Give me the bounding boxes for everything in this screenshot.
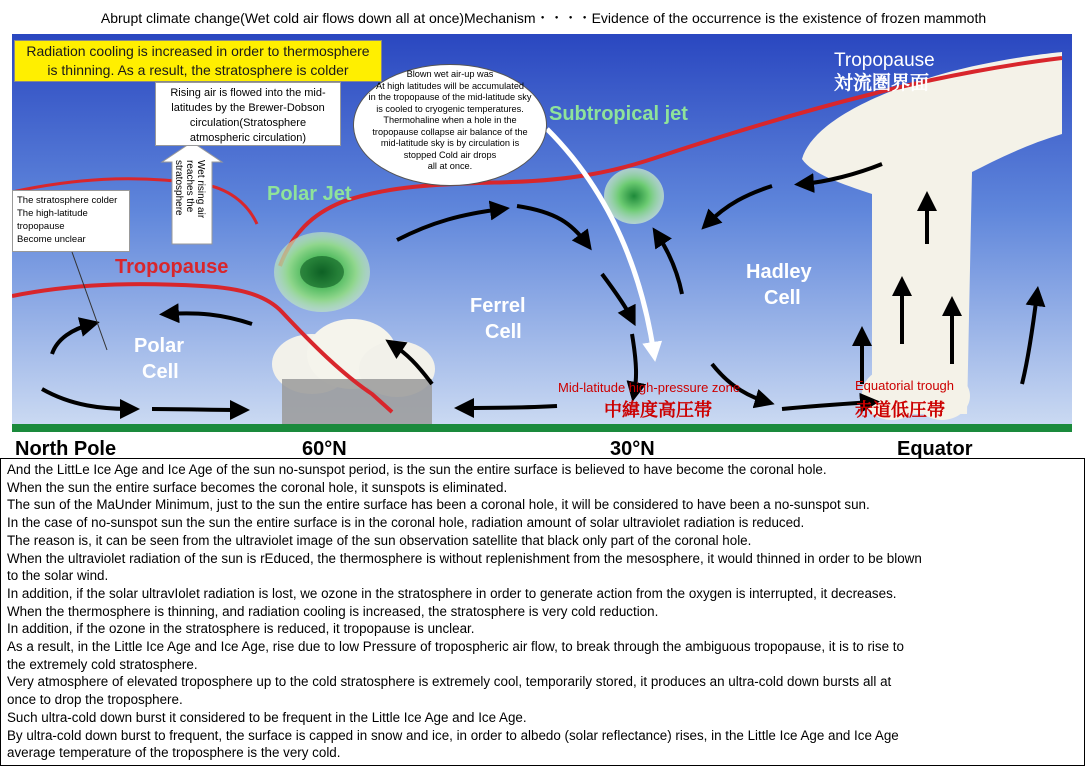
description-line-2: When the sun the entire surface becomes the coronal hole, it sunspots is eliminated. bbox=[7, 479, 508, 495]
strato-line-3: tropopause bbox=[17, 221, 65, 232]
polar-cell-label-2: Cell bbox=[142, 361, 179, 383]
oval-line-2: At high latitudes will be accumulated bbox=[375, 80, 525, 91]
description-panel bbox=[0, 458, 1085, 766]
strato-line-2: The high-latitude bbox=[17, 208, 88, 219]
midlat-high-label-jp: 中緯度高圧帯 bbox=[604, 400, 712, 420]
description-line-7: to the solar wind. bbox=[7, 568, 109, 584]
brewer-line-1: Rising air is flowed into the mid- bbox=[170, 87, 326, 99]
oval-line-5: Thermohaline when a hole in the bbox=[383, 115, 517, 125]
oval-line-7: mid-latitude sky is by circulation is bbox=[380, 138, 520, 148]
page-title: Abrupt climate change(Wet cold air flows down all at once)Mechanism・・・・Evidence of the occurrence is the existence of frozen mammoth bbox=[100, 10, 987, 26]
description-line-14: once to drop the troposphere. bbox=[7, 692, 183, 708]
wet-rising-air-label-1: Wet rising air bbox=[195, 160, 206, 219]
description-line-4: In the case of no-sunspot sun the sun the entire surface is in the coronal hole, radiation amount of solar ultraviolet radiation is reduced. bbox=[7, 515, 805, 531]
oval-line-6: tropopause collapse air balance of the bbox=[372, 126, 528, 137]
oval-line-3: in the tropopause of the mid-latitude sky bbox=[368, 92, 532, 102]
axis-label-60n: 60°N bbox=[302, 438, 347, 458]
cold-air-mechanism-callout bbox=[353, 64, 547, 186]
description-line-15: Such ultra-cold down burst it considered to be frequent in the Little Ice Age and Ice Age. bbox=[7, 709, 527, 725]
brewer-line-3: circulation(Stratosphere bbox=[189, 117, 307, 129]
ferrel-cell-label-1: Ferrel bbox=[470, 295, 526, 317]
description-line-11: As a result, in the Little Ice Age and Ice Age, rise due to low Pressure of tropospheric air flow, to break through the ambiguous tropopause, it is to rise to bbox=[7, 639, 904, 655]
oval-line-8: stopped Cold air drops bbox=[403, 149, 497, 160]
oval-line-9: all at once. bbox=[427, 161, 473, 171]
radiation-cooling-line-1: Radiation cooling is increased in order to thermosphere bbox=[26, 43, 370, 59]
axis-label-north-pole: North Pole bbox=[15, 438, 117, 458]
hadley-cell-label-1: Hadley bbox=[746, 261, 812, 283]
oval-line-1: Blown wet air-up was bbox=[406, 69, 494, 79]
description-line-5: The reason is, it can be seen from the ultraviolet image of the sun observation satellite that black only part of the coronal hole. bbox=[7, 532, 752, 548]
axis-label-equator: Equator bbox=[897, 438, 973, 458]
tropopause-label-en: Tropopause bbox=[834, 50, 935, 71]
tropopause-left-label: Tropopause bbox=[115, 256, 229, 278]
description-line-8: In addition, if the solar ultravIolet radiation is lost, we ozone in the stratosphere in order to generate action from the oxygen is interrupted, it decreases. bbox=[7, 585, 897, 601]
equatorial-trough-label-en: Equatorial trough bbox=[855, 378, 955, 393]
polar-jet-label: Polar Jet bbox=[267, 183, 352, 205]
ground-strip bbox=[12, 424, 1072, 432]
stratosphere-colder-callout bbox=[12, 190, 130, 252]
ferrel-cell-label-2: Cell bbox=[485, 321, 522, 343]
description-line-17: average temperature of the troposphere is the very cold. bbox=[7, 745, 341, 761]
radiation-cooling-callout bbox=[14, 40, 382, 82]
axis-label-30n: 30°N bbox=[610, 438, 655, 458]
description-line-6: When the ultraviolet radiation of the sun is rEduced, the thermosphere is without replenishment from the mesosphere, it would thinned in order to be blown bbox=[7, 550, 922, 566]
radiation-cooling-line-2: is thinning. As a result, the stratosphere is colder bbox=[47, 62, 349, 78]
brewer-line-4: atmospheric circulation) bbox=[189, 132, 307, 144]
wet-rising-air-label-3: stratosphere bbox=[173, 160, 184, 216]
description-line-3: The sun of the MaUnder Minimum, just to the sun the entire surface has been a coronal hole, it will be considered to have been a no-sunspot sun. bbox=[7, 497, 870, 513]
brewer-dobson-callout bbox=[155, 82, 341, 146]
strato-line-1: The stratosphere colder bbox=[17, 195, 118, 206]
subtropical-jet-label: Subtropical jet bbox=[549, 103, 688, 125]
description-line-1: And the LittLe Ice Age and Ice Age of the sun no-sunspot period, is the sun the entire surface is believed to have become the coronal hole. bbox=[7, 462, 827, 477]
description-line-13: Very atmosphere of elevated troposphere up to the cold stratosphere is extremely cool, temporarily stored, it produces an ultra-cold down bursts all at bbox=[7, 674, 892, 690]
polar-jet-inner bbox=[300, 256, 344, 288]
equatorial-trough-label-jp: 赤道低圧帯 bbox=[855, 400, 945, 420]
tropopause-label-jp: 対流圏界面 bbox=[834, 73, 930, 94]
description-line-10: In addition, if the ozone in the stratosphere is reduced, it tropopause is unclear. bbox=[7, 621, 475, 637]
hadley-cell-label-2: Cell bbox=[764, 287, 801, 309]
brewer-line-2: latitudes by the Brewer-Dobson bbox=[171, 102, 325, 114]
description-line-9: When the thermosphere is thinning, and radiation cooling is increased, the stratosphere is very cold reduction. bbox=[7, 603, 659, 619]
wet-rising-air-label-2: reaches the bbox=[184, 160, 195, 213]
midlat-high-label-en: Mid-latitude high-pressure zone bbox=[558, 380, 741, 395]
description-line-16: By ultra-cold down burst to frequent, the surface is capped in snow and ice, in order to albedo (solar reflectance) rises, in the Little Ice Age and Ice Age bbox=[7, 727, 899, 743]
oval-line-4: is cooled to cryogenic temperatures. bbox=[376, 103, 524, 114]
strato-line-4: Become unclear bbox=[17, 234, 86, 245]
polar-cell-label-1: Polar bbox=[134, 335, 185, 357]
description-line-12: the extremely cold stratosphere. bbox=[7, 656, 198, 672]
